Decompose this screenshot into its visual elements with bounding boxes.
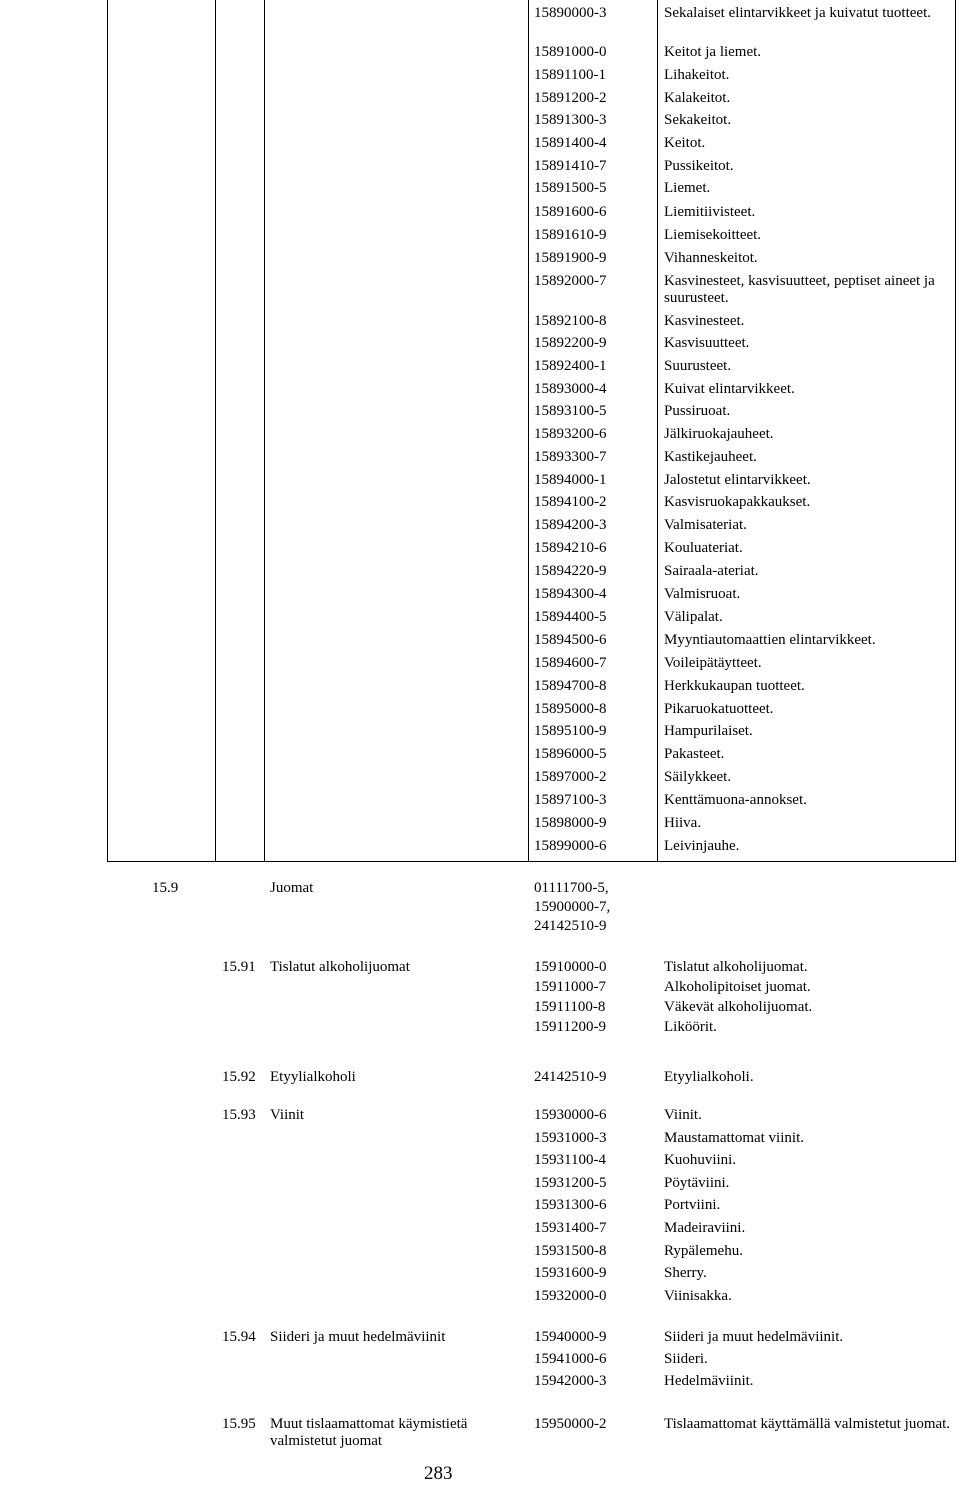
description: Jälkiruokajauheet. [664,426,774,442]
code: 15893100-5 [534,403,607,419]
page-number: 283 [424,1463,453,1484]
code: 15950000-2 [534,1416,607,1432]
code: 15897000-2 [534,769,607,785]
code: 15931600-9 [534,1265,607,1281]
description: Pöytäviini. [664,1175,730,1191]
code: 15891410-7 [534,158,607,174]
section-number: 15.94 [222,1329,256,1345]
code: 15897100-3 [534,792,607,808]
description: Myyntiautomaattien elintarvikkeet. [664,632,876,648]
border-col2 [264,0,265,862]
border-col3 [528,0,529,862]
description: Pikaruokatuotteet. [664,701,774,717]
section-number: 15.92 [222,1069,256,1085]
description: Väkevät alkoholijuomat. [664,999,813,1015]
code: 15931000-3 [534,1130,607,1146]
description: Kasvisuutteet. [664,335,750,351]
code: 15930000-6 [534,1107,607,1123]
description: Sairaala-ateriat. [664,563,759,579]
description: Tislatut alkoholijuomat. [664,959,808,975]
section-title: Siideri ja muut hedelmäviinit [270,1329,446,1345]
description: Viinit. [664,1107,702,1123]
code: 15895100-9 [534,723,607,739]
code: 15890000-3 [534,5,607,21]
code: 15892100-8 [534,313,607,329]
code: 15894500-6 [534,632,607,648]
description: Valmisruoat. [664,586,741,602]
border-col1 [215,0,216,862]
section-number: 15.93 [222,1107,256,1123]
description: Liemet. [664,180,711,196]
code: 15894100-2 [534,494,607,510]
border-left [107,0,108,862]
code: 15910000-0 [534,959,607,975]
code: 15896000-5 [534,746,607,762]
description: Voileipätäytteet. [664,655,762,671]
description: Kasvisruokapakkaukset. [664,494,811,510]
description: Valmisateriat. [664,517,747,533]
description: Säilykkeet. [664,769,732,785]
description: Vihanneskeitot. [664,250,758,266]
section-number: 15.9 [152,880,179,896]
code: 15893200-6 [534,426,607,442]
section-title: Viinit [270,1107,305,1123]
description: Kalakeitot. [664,90,731,106]
code: 15891300-3 [534,112,607,128]
section-title: Muut tislaamattomat käymistietä [270,1416,468,1432]
code: 15894300-4 [534,586,607,602]
description: Leivinjauhe. [664,838,740,854]
description: Portviini. [664,1197,721,1213]
code: 24142510-9 [534,1069,607,1085]
description: Madeiraviini. [664,1220,746,1236]
code: 15931300-6 [534,1197,607,1213]
code: 15891100-1 [534,67,606,83]
description: Siideri ja muut hedelmäviinit. [664,1329,844,1345]
description: Sekakeitot. [664,112,732,128]
description: Liköörit. [664,1019,717,1035]
description: Kouluateriat. [664,540,743,556]
section-title: valmistetut juomat [270,1433,383,1449]
description: Herkkukaupan tuotteet. [664,678,805,694]
description: Kuivat elintarvikkeet. [664,381,795,397]
code: 15894220-9 [534,563,607,579]
code: 15941000-6 [534,1351,607,1367]
description: Hedelmäviinit. [664,1373,754,1389]
code: 15891400-4 [534,135,607,151]
description: Alkoholipitoiset juomat. [664,979,811,995]
description: Liemisekoitteet. [664,227,762,243]
code: 15911000-7 [534,979,606,995]
code: 15900000-7, [534,899,611,915]
code: 15894700-8 [534,678,607,694]
code: 24142510-9 [534,918,607,934]
description: Välipalat. [664,609,723,625]
code: 15942000-3 [534,1373,607,1389]
code: 15892400-1 [534,358,607,374]
code: 15931400-7 [534,1220,607,1236]
description: Keitot ja liemet. [664,44,762,60]
code: 15899000-6 [534,838,607,854]
description: Sekalaiset elintarvikkeet ja kuivatut tuotteet. [664,5,931,21]
code: 15931200-5 [534,1175,607,1191]
description: Sherry. [664,1265,707,1281]
description: Hiiva. [664,815,702,831]
code: 15940000-9 [534,1329,607,1345]
description: Liemitiivisteet. [664,204,756,220]
description: Siideri. [664,1351,708,1367]
description: Keitot. [664,135,706,151]
code: 01111700-5, [534,880,609,896]
description: Etyylialkoholi. [664,1069,754,1085]
code: 15891000-0 [534,44,607,60]
description: Hampurilaiset. [664,723,753,739]
description: Lihakeitot. [664,67,730,83]
description: Kasvinesteet, kasvisuutteet, peptiset aineet ja suurusteet. [664,273,935,306]
description: Kenttämuona-annokset. [664,792,807,808]
section-title: Etyylialkoholi [270,1069,356,1085]
description: Pakasteet. [664,746,725,762]
code: 15894000-1 [534,472,607,488]
code: 15932000-0 [534,1288,607,1304]
code: 15911200-9 [534,1019,606,1035]
code: 15895000-8 [534,701,607,717]
code: 15891600-6 [534,204,607,220]
code: 15893000-4 [534,381,607,397]
code: 15894210-6 [534,540,607,556]
description: Pussiruoat. [664,403,731,419]
section-number: 15.95 [222,1416,256,1432]
code: 15893300-7 [534,449,607,465]
code: 15931500-8 [534,1243,607,1259]
code: 15911100-8 [534,999,606,1015]
description: Jalostetut elintarvikkeet. [664,472,811,488]
description: Tislaamattomat käyttämällä valmistetut juomat. [664,1416,951,1432]
description: Kasvinesteet. [664,313,745,329]
description: Suurusteet. [664,358,732,374]
code: 15891200-2 [534,90,607,106]
section-title: Juomat [270,880,314,896]
code: 15894600-7 [534,655,607,671]
section-number: 15.91 [222,959,256,975]
code: 15891900-9 [534,250,607,266]
description: Viinisakka. [664,1288,732,1304]
code: 15892200-9 [534,335,607,351]
code: 15931100-4 [534,1152,606,1168]
description: Pussikeitot. [664,158,734,174]
border-col4 [657,0,658,862]
code: 15891500-5 [534,180,607,196]
description: Maustamattomat viinit. [664,1130,804,1146]
border-bottom [107,861,956,862]
code: 15894200-3 [534,517,607,533]
code: 15898000-9 [534,815,607,831]
code: 15894400-5 [534,609,607,625]
description: Rypälemehu. [664,1243,743,1259]
section-title: Tislatut alkoholijuomat [270,959,410,975]
description: Kastikejauheet. [664,449,757,465]
code: 15892000-7 [534,273,607,289]
description: Kuohuviini. [664,1152,737,1168]
code: 15891610-9 [534,227,607,243]
